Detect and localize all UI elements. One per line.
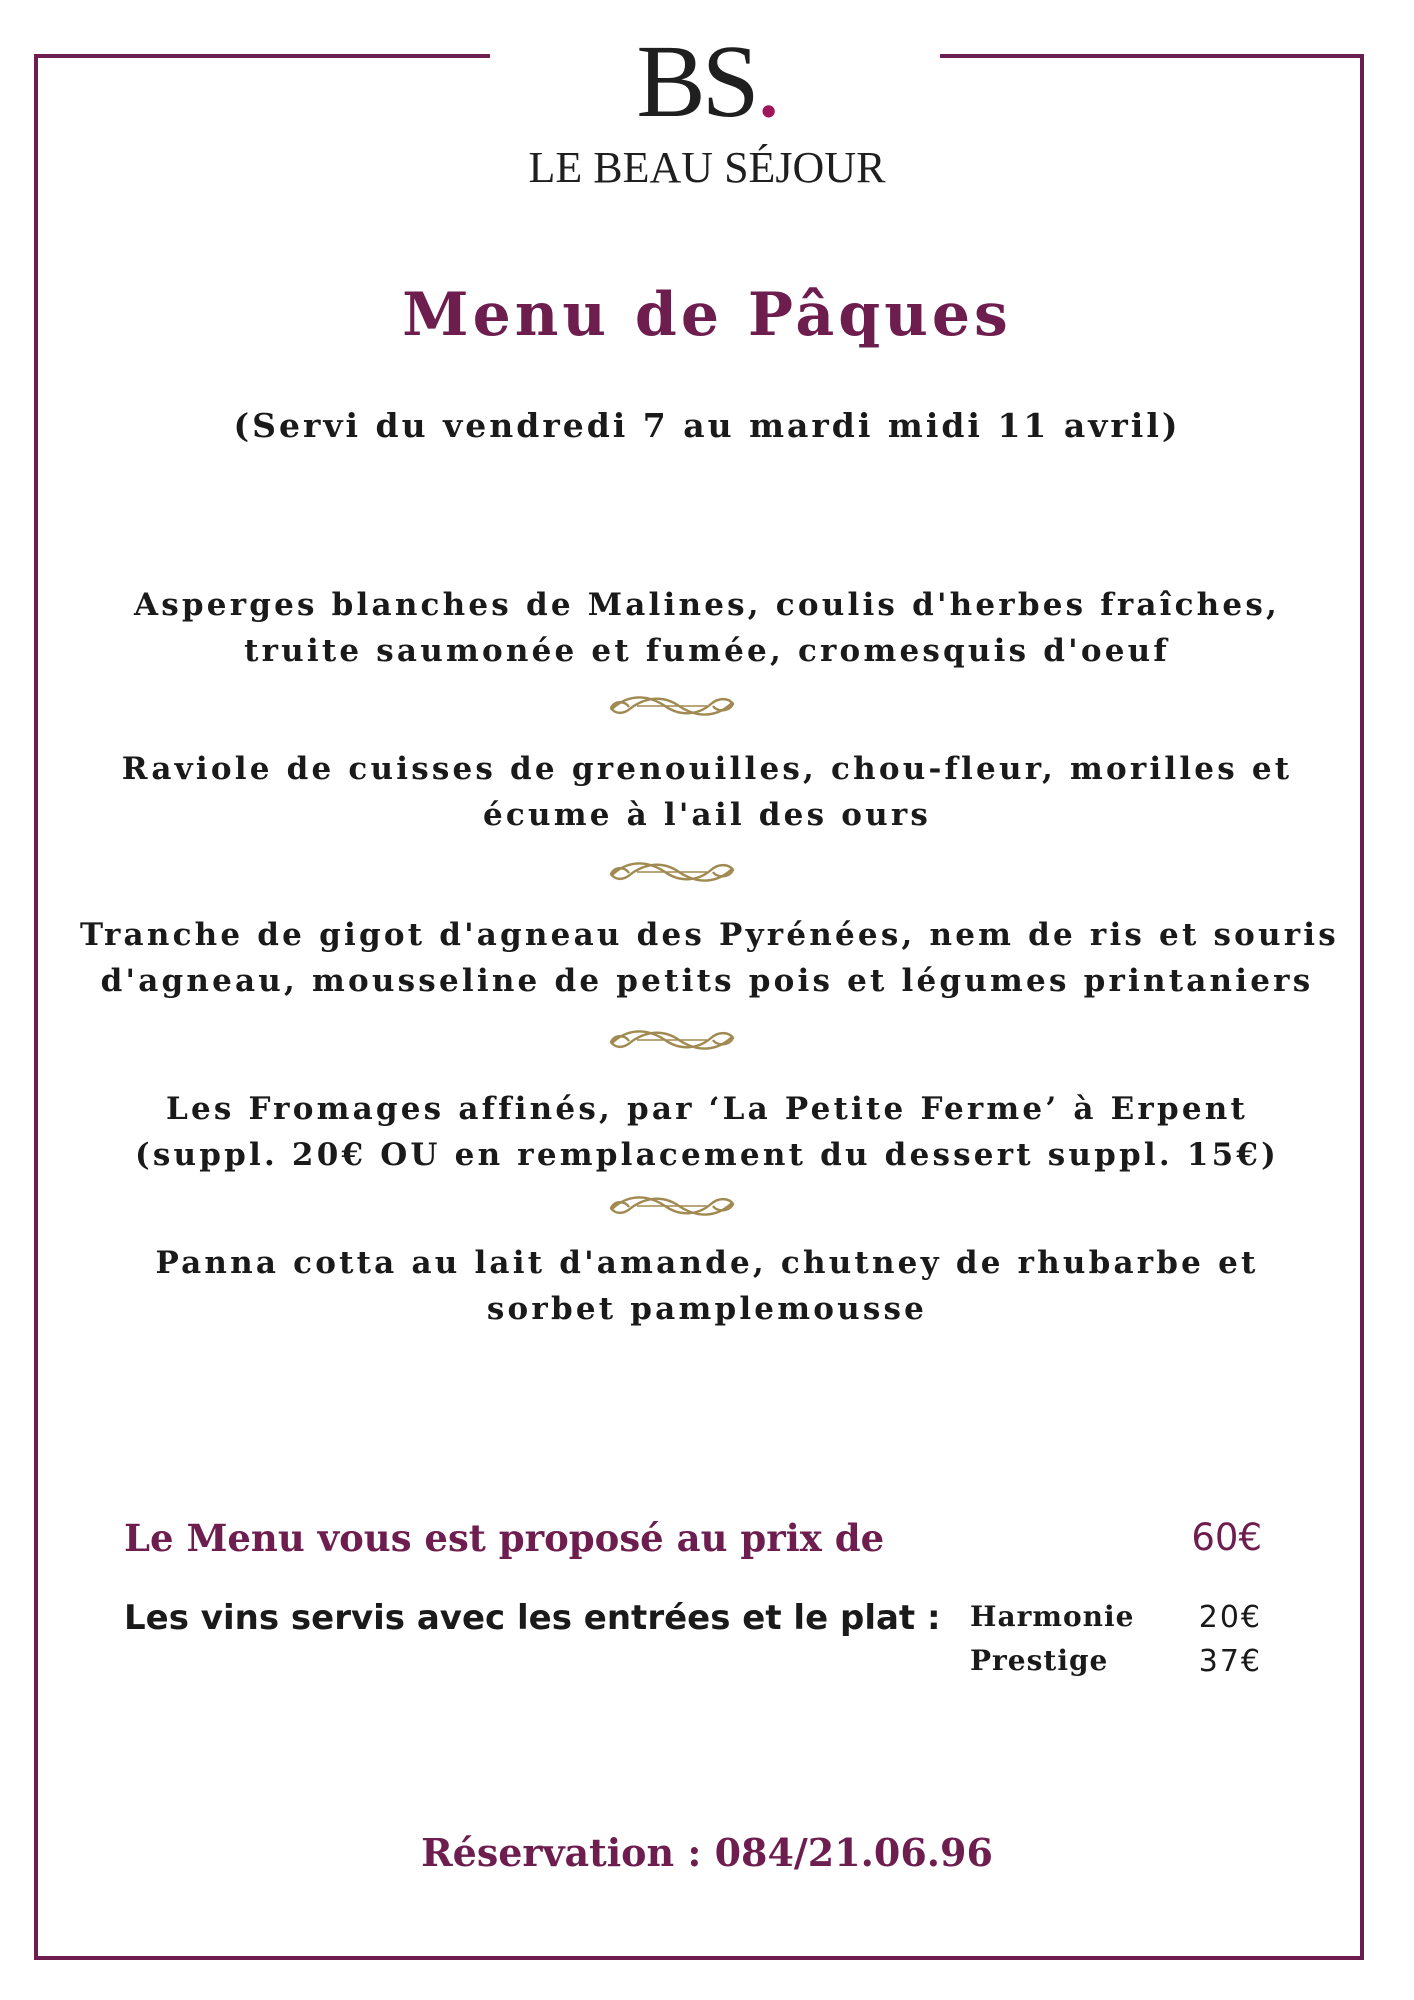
- course-line: écume à l'ail des ours: [482, 797, 932, 833]
- reservation-phone: Réservation : 084/21.06.96: [421, 1830, 993, 1875]
- wine-option-name: Prestige: [970, 1644, 1109, 1677]
- menu-price-value: 60€: [1191, 1516, 1262, 1559]
- course-line: truite saumonée et fumée, cromesquis d'oeuf: [244, 633, 1170, 669]
- logo-mark: [0, 24, 1414, 139]
- flourish-ornament-icon: [607, 1188, 737, 1224]
- course-line: Tranche de gigot d'agneau des Pyrénées, nem de ris et souris: [80, 917, 1339, 953]
- course-line: Les Fromages affinés, par ‘La Petite Ferme’ à Erpent: [165, 1091, 1249, 1127]
- menu-price-label: Le Menu vous est proposé au prix de: [124, 1516, 885, 1560]
- course-starter: [80, 582, 1334, 674]
- course-main: [80, 912, 1339, 1004]
- course-line: Panna cotta au lait d'amande, chutney de rhubarbe et: [155, 1245, 1259, 1281]
- wine-option-price: 20€: [1198, 1600, 1262, 1635]
- course-line: (suppl. 20€ OU en remplacement du dessert suppl. 15€): [134, 1137, 1280, 1173]
- course-cheese: [80, 1086, 1334, 1178]
- logo-dot: .: [755, 24, 778, 139]
- course-line: Raviole de cuisses de grenouilles, chou-fleur, morilles et: [121, 751, 1293, 787]
- course-line: d'agneau, mousseline de petits pois et légumes printaniers: [100, 963, 1314, 999]
- flourish-ornament-icon: [607, 854, 737, 890]
- course-dessert: [80, 1240, 1334, 1332]
- flourish-ornament-icon: [607, 1022, 737, 1058]
- course-line: Asperges blanches de Malines, coulis d'herbes fraîches,: [134, 587, 1280, 623]
- wine-option-name: Harmonie: [970, 1600, 1135, 1633]
- menu-dates: (Servi du vendredi 7 au mardi midi 11 avril): [233, 406, 1181, 445]
- wine-option-price: 37€: [1198, 1644, 1262, 1679]
- course-line: sorbet pamplemousse: [486, 1291, 928, 1327]
- page-title: Menu de Pâques: [402, 280, 1012, 350]
- logo-name: LE BEAU SÉJOUR: [528, 143, 886, 192]
- wine-pairing-label: Les vins servis avec les entrées et le plat :: [124, 1598, 941, 1638]
- flourish-ornament-icon: [607, 688, 737, 724]
- course-second: [80, 746, 1334, 838]
- logo-letters: BS: [636, 24, 756, 139]
